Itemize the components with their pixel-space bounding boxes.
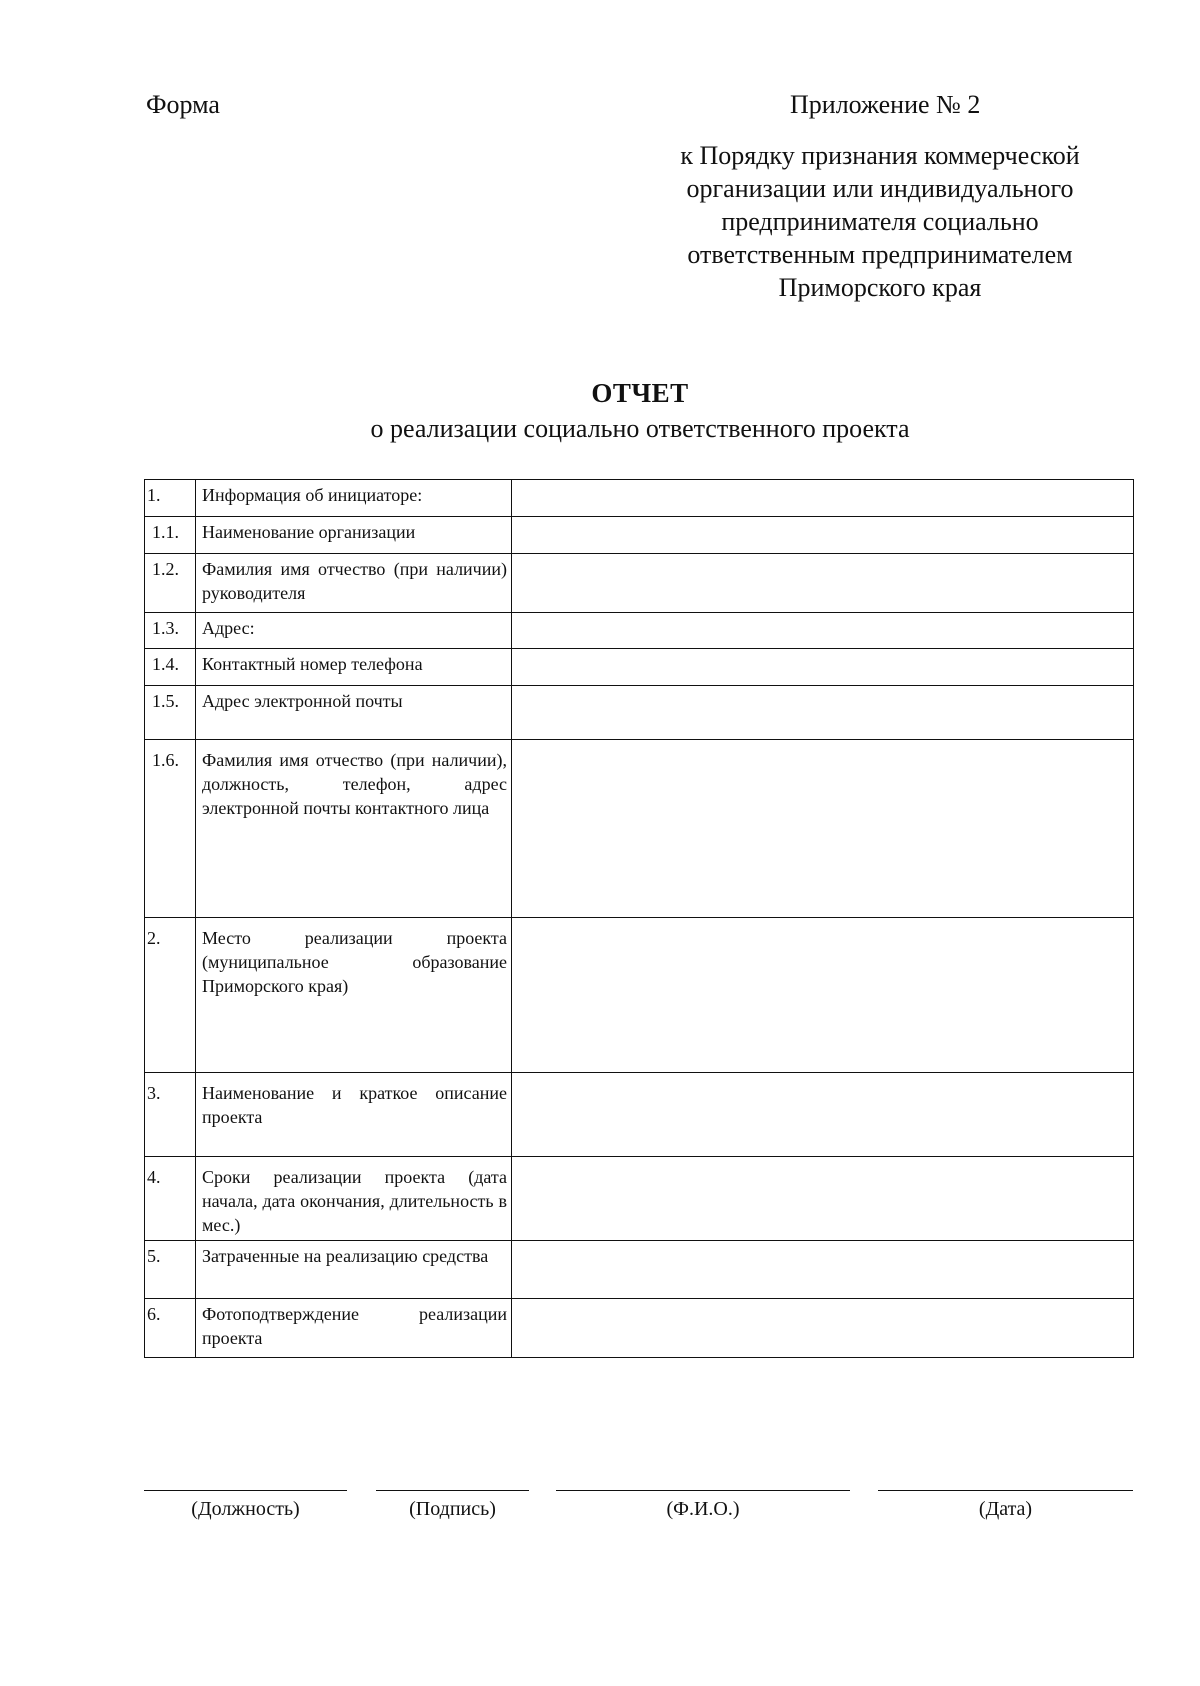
appendix-line: к Порядку признания коммерческой (680, 141, 1080, 170)
appendix-reference (640, 139, 1120, 304)
table-row (145, 740, 1134, 918)
table-row (145, 1241, 1134, 1299)
row-label: Фамилия имя отчество (при наличии) руководителя (196, 554, 512, 613)
report-table (144, 479, 1134, 1358)
row-number: 1.5. (145, 686, 196, 740)
row-value-field[interactable] (512, 918, 1134, 1073)
table-row (145, 613, 1134, 649)
position-caption: (Должность) (191, 1498, 300, 1520)
row-label: Место реализации проекта (муниципальное образование Приморского края) (196, 918, 512, 1073)
row-label: Сроки реализации проекта (дата начала, дата окончания, длительность в мес.) (196, 1157, 512, 1241)
table-row (145, 517, 1134, 554)
row-number: 3. (145, 1073, 196, 1157)
table-row (145, 918, 1134, 1073)
appendix-line: Приморского края (778, 273, 982, 302)
row-value-field[interactable] (512, 554, 1134, 613)
row-value-field[interactable] (512, 740, 1134, 918)
position-signature-line[interactable] (144, 1490, 347, 1491)
table-row (145, 686, 1134, 740)
appendix-number: Приложение № 2 (790, 90, 981, 119)
date-caption: (Дата) (978, 1498, 1033, 1520)
row-value-field[interactable] (512, 649, 1134, 686)
row-label: Фамилия имя отчество (при наличии), должность, телефон, адрес электронной почты контактного лица (196, 740, 512, 918)
table-row (145, 554, 1134, 613)
row-label: Адрес: (196, 613, 512, 649)
document-subtitle: о реализации социально ответственного проекта (370, 414, 910, 443)
row-number: 6. (145, 1299, 196, 1358)
date-signature-line[interactable] (878, 1490, 1133, 1491)
appendix-line: предпринимателя социально (721, 207, 1039, 236)
row-number: 1.2. (145, 554, 196, 613)
signature-line[interactable] (376, 1490, 529, 1491)
row-number: 1.1. (145, 517, 196, 554)
form-label: Форма (146, 90, 220, 119)
row-label: Наименование и краткое описание проекта (196, 1073, 512, 1157)
row-label: Адрес электронной почты (196, 686, 512, 740)
row-number: 1.6. (145, 740, 196, 918)
signature-caption: (Подпись) (409, 1498, 496, 1520)
row-label: Наименование организации (196, 517, 512, 554)
document-title: ОТЧЕТ (591, 378, 689, 408)
row-value-field[interactable] (512, 1241, 1134, 1299)
row-value-field[interactable] (512, 1073, 1134, 1157)
row-number: 1.3. (145, 613, 196, 649)
row-value-field[interactable] (512, 1299, 1134, 1358)
table-row (145, 649, 1134, 686)
row-value-field[interactable] (512, 686, 1134, 740)
table-row (145, 1073, 1134, 1157)
row-value-field[interactable] (512, 480, 1134, 517)
row-number: 5. (145, 1241, 196, 1299)
full-name-caption: (Ф.И.О.) (666, 1498, 740, 1520)
row-number: 4. (145, 1157, 196, 1241)
row-number: 2. (145, 918, 196, 1073)
table-row (145, 1157, 1134, 1241)
row-label: Информация об инициаторе: (196, 480, 512, 517)
row-label: Фотоподтверждение реализации проекта (196, 1299, 512, 1358)
full-name-signature-line[interactable] (556, 1490, 850, 1491)
row-label: Контактный номер телефона (196, 649, 512, 686)
row-value-field[interactable] (512, 613, 1134, 649)
row-label: Затраченные на реализацию средства (196, 1241, 512, 1299)
table-row (145, 480, 1134, 517)
row-number: 1.4. (145, 649, 196, 686)
row-number: 1. (145, 480, 196, 517)
appendix-line: ответственным предпринимателем (687, 240, 1073, 269)
appendix-line: организации или индивидуального (686, 174, 1074, 203)
row-value-field[interactable] (512, 1157, 1134, 1241)
table-row (145, 1299, 1134, 1358)
row-value-field[interactable] (512, 517, 1134, 554)
